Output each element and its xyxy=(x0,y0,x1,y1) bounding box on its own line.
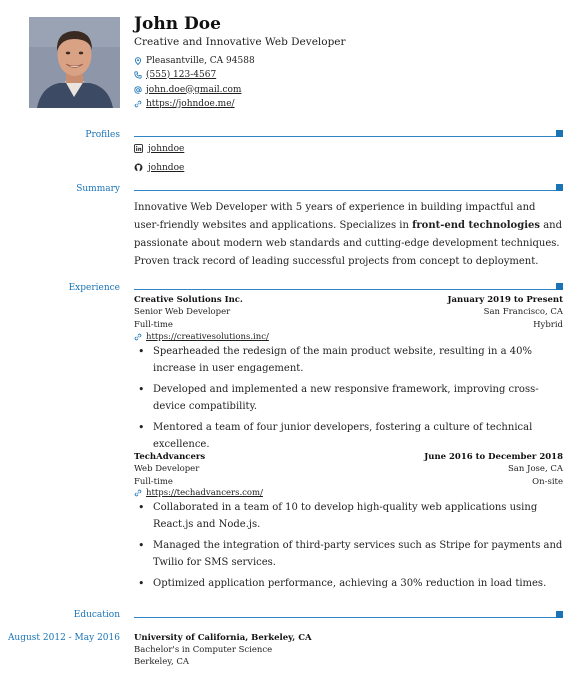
job-dates: June 2016 to December 2018 xyxy=(424,452,563,462)
link-icon xyxy=(134,100,146,108)
list-item: • Optimized application performance, achieving a 30% reduction in load times. xyxy=(134,575,564,592)
link-icon xyxy=(134,489,146,497)
phone-link[interactable]: (555) 123-4567 xyxy=(146,69,217,80)
job-position: Senior Web Developer xyxy=(134,307,231,317)
section-marker xyxy=(556,611,563,618)
job-location: San Francisco, CA xyxy=(483,307,563,317)
job-type: Full-time xyxy=(134,320,173,330)
summary-part-1: Innovative Web Developer with 5 years of experience in building impactful and user-friendly websites and applications. Specializes in xyxy=(134,202,536,231)
list-item: • Collaborated in a team of 10 to develop high-quality web applications using React.js and Node.js. xyxy=(134,499,564,533)
profile-linkedin[interactable] xyxy=(134,142,184,155)
education-degree: Bachelor's in Computer Science xyxy=(134,645,273,655)
section-divider xyxy=(134,289,558,290)
profile-photo-image xyxy=(29,17,120,108)
section-title-profiles: Profiles xyxy=(85,130,120,140)
contact-location xyxy=(134,54,255,67)
github-icon xyxy=(134,163,148,172)
job-url[interactable] xyxy=(134,488,263,498)
contact-email[interactable] xyxy=(134,83,241,96)
section-title-experience: Experience xyxy=(68,283,120,293)
section-divider xyxy=(134,190,558,191)
link-icon xyxy=(134,333,146,341)
email-link[interactable]: john.doe@gmail.com xyxy=(146,84,242,95)
education-dates: August 2012 - May 2016 xyxy=(7,633,120,643)
summary-highlight: front-end technologies xyxy=(412,220,541,231)
job-type: Full-time xyxy=(134,477,173,487)
at-sign-icon xyxy=(134,86,146,94)
job-company: Creative Solutions Inc. xyxy=(134,295,243,305)
phone-icon xyxy=(134,71,146,79)
section-title-summary: Summary xyxy=(76,184,120,194)
section-marker xyxy=(556,283,563,290)
github-username[interactable]: johndoe xyxy=(148,162,185,173)
job-position: Web Developer xyxy=(134,464,200,474)
section-divider xyxy=(134,617,558,618)
job-highlights xyxy=(134,499,564,596)
profile-photo xyxy=(29,17,120,108)
candidate-name: John Doe xyxy=(134,14,221,34)
job-dates: January 2019 to Present xyxy=(447,295,563,305)
job-location: San Jose, CA xyxy=(507,464,563,474)
candidate-headline: Creative and Innovative Web Developer xyxy=(134,36,346,48)
job-url[interactable] xyxy=(134,332,269,342)
contact-phone[interactable] xyxy=(134,68,216,81)
job-mode: On-site xyxy=(532,477,563,487)
education-location: Berkeley, CA xyxy=(134,657,189,667)
map-pin-icon xyxy=(134,57,146,65)
section-marker xyxy=(556,184,563,191)
list-item: • Developed and implemented a new responsive framework, improving cross-device compatibility. xyxy=(134,381,564,415)
profile-github[interactable] xyxy=(134,161,184,174)
job-url-link[interactable]: https://creativesolutions.inc/ xyxy=(146,332,269,342)
linkedin-username[interactable]: johndoe xyxy=(148,143,185,154)
summary-part-2: and passionate about modern web standards and cutting-edge development techniques. Proven track record of leading successful projects from concept to deployment. xyxy=(134,220,562,267)
linkedin-icon xyxy=(134,144,148,153)
summary-text xyxy=(134,199,564,271)
job-mode: Hybrid xyxy=(533,320,563,330)
list-item: • Mentored a team of four junior developers, fostering a culture of technical excellence. xyxy=(134,419,564,453)
contact-website[interactable] xyxy=(134,97,235,110)
section-divider xyxy=(134,136,558,137)
section-title-education: Education xyxy=(73,610,120,620)
list-item: • Managed the integration of third-party services such as Stripe for payments and Twilio for SMS services. xyxy=(134,537,564,571)
list-item: • Spearheaded the redesign of the main product website, resulting in a 40% increase in user engagement. xyxy=(134,343,564,377)
location-text: Pleasantville, CA 94588 xyxy=(146,55,255,66)
website-link[interactable]: https://johndoe.me/ xyxy=(146,98,235,109)
job-url-link[interactable]: https://techadvancers.com/ xyxy=(146,488,263,498)
job-company: TechAdvancers xyxy=(134,452,206,462)
job-highlights xyxy=(134,343,564,457)
section-marker xyxy=(556,130,563,137)
education-institution: University of California, Berkeley, CA xyxy=(134,633,312,643)
